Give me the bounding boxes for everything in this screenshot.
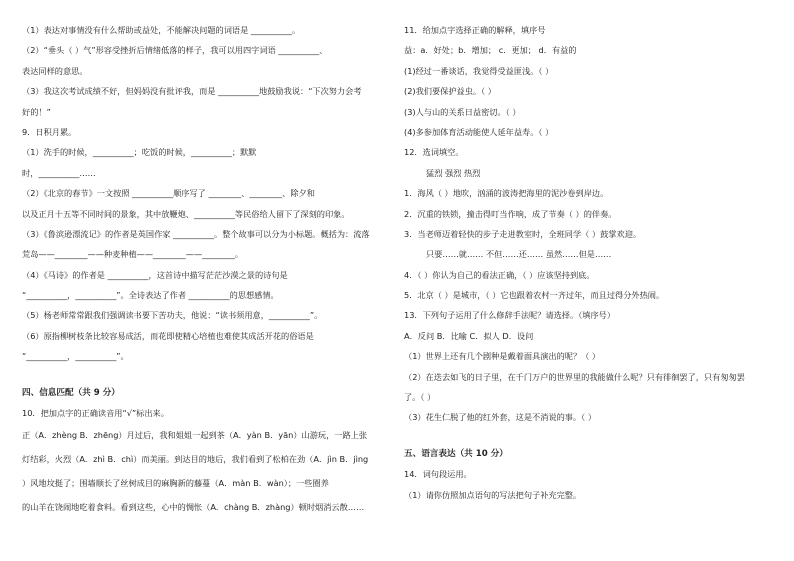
q14-title: 14．词句段运用。 <box>404 469 472 480</box>
q13-title: 13．下列句子运用了什么修辞手法呢？请选择。（填序号） <box>404 310 616 321</box>
q8-2-line-cont: 表达同样的意思。 <box>22 65 88 76</box>
q12-item-5: 5．北京（ ）是城市，（ ）它也跟着农村一齐过年，而且过得分外热闹。 <box>404 290 665 301</box>
spacer <box>22 367 384 383</box>
q9-title: 9．日积月累。 <box>22 126 77 137</box>
q9-3-line-cont: 荒岛——________——种麦种植——________——________。 <box>22 249 244 260</box>
q12-item-2: 2．沉重的铁锁，撞击得叮当作响，成了节奏（ ）的伴奏。 <box>404 208 617 219</box>
q11-definitions: 益：a．好处；b．增加； c．更加； d．有益的 <box>404 45 577 56</box>
q8-2-line: （2）“垂头（ ）气”形容受挫折后情绪低落的样子，我可以用四字词语 __________、 <box>22 45 328 56</box>
q9-4-line-cont: “__________，__________”。全诗表达了作者 __________的思想感情。 <box>22 290 279 301</box>
q10-passage-line-4: 的山羊在饶闹地吃着食料。看到这些，心中的惆怅（A．chàng B．zhàng）顿时烟消云散…… <box>22 502 365 513</box>
q12-item-3: 3．当老师迈着轻快的步子走进教室时，全班同学（ ）鼓掌欢迎。 <box>404 228 642 239</box>
q13-item-3: （3）花生仁脱了他的红外套，这是不消说的事。（ ） <box>404 412 597 423</box>
spacer <box>404 428 776 444</box>
q12-item-1: 1．海风（ ）地吹，汹涌的波涛把海里的泥沙卷到岸边。 <box>404 188 609 199</box>
q9-3-line: （3）《鲁滨逊漂流记》的作者是英国作家 __________。整个故事可以分为小标题。概括为：流落 <box>22 228 370 239</box>
q14-1-line: （1）请你仿照加点语句的写法把句子补充完整。 <box>404 489 582 500</box>
q13-item-2-cont: 了。（ ） <box>404 392 436 403</box>
q13-item-1: （1）世界上还有几个剧种是戴着面具演出的呢？（ ） <box>404 351 601 362</box>
q9-2-line-cont: 以及正月十五等不同时间的景象，其中放鞭炮、__________等民俗给人留下了深刻的印象。 <box>22 208 350 219</box>
q9-6-line-cont: “__________，__________”。 <box>22 351 129 362</box>
q9-5-line: （5）杨老师常常跟我们强调读书要下苦功夫，他说：“读书须用意，__________”。 <box>22 310 323 321</box>
q12-word-bank-1: 猛烈 强烈 热烈 <box>426 167 481 178</box>
q9-1-line: （1）洗手的时候，__________；吃饭的时候，__________；默默 <box>22 147 257 158</box>
q8-3-line-cont: 好的！” <box>22 106 51 117</box>
q10-passage-line-2: 灯结彩，火烈（A．zhì B．chì）而美丽。到达目的地后，我们看到了松柏在劲（A．jìn B．jìng <box>22 454 369 465</box>
q9-2-line: （2）《北京的春节》一文按照 __________顺序写了 ________、________、除夕和 <box>22 188 315 199</box>
q11-item-1: (1)经过一番谈话，我觉得受益匪浅。（ ） <box>404 65 554 76</box>
q11-item-4: (4)多参加体育活动能使人延年益寿。（ ） <box>404 126 554 137</box>
q11-item-3: (3)人与山的关系日益密切。（ ） <box>404 106 521 117</box>
q13-options: A．反问 B．比喻 C．拟人 D．设问 <box>404 330 534 341</box>
q10-title: 10．把加点字的正确读音用“√”标出来。 <box>22 408 169 419</box>
right-column <box>404 20 776 505</box>
q12-item-4: 4．（ ）你认为自己的看法正确，（ ）应该坚持到底。 <box>404 269 595 280</box>
q11-title: 11．给加点字选择正确的解释，填序号 <box>404 25 546 35</box>
q8-1-line: （1）表达对事情没有什么帮助或益处，不能解决问题的词语是 __________。 <box>22 25 301 35</box>
q11-item-2: (2)我们要保护益虫。（ ） <box>404 86 496 97</box>
q8-3-line: （3）我这次考试成绩不好，但妈妈没有批评我，而是 __________地鼓励我说：“下次努力会考 <box>22 86 362 97</box>
q13-item-2: （2）在迭去如飞的日子里，在千门万户的世界里的我能做什么呢？只有徘徊罢了，只有匆匆罢 <box>404 371 745 382</box>
q10-passage-line-1: 正（A．zhèng B．zhēng）月过后，我和姐姐一起到茶（A．yàn B．yān）山游玩，一路上张 <box>22 430 368 441</box>
q9-1-line-cont: 时，__________…… <box>22 167 96 178</box>
q9-6-line: （6）原指柳树枝条比较容易成活，而花即使精心培植也难使其成活开花的俗语是 <box>22 330 314 341</box>
section-5-heading: 五、语言表达（共 10 分） <box>404 448 508 459</box>
section-4-heading: 四、信息匹配（共 9 分） <box>22 387 120 398</box>
q12-title: 12．选词填空。 <box>404 147 464 158</box>
left-column <box>22 20 384 519</box>
q10-passage-line-3: ）风地坟挺了；围墙顺长了丝树成目的麻胸新的藤蔓（A．màn B．wàn）；一些圈养 <box>22 478 329 489</box>
q9-4-line: （4）《马诗》的作者是 __________，这首诗中描写茫茫沙漠之景的诗句是 <box>22 269 288 280</box>
q12-word-bank-2: 只要……就…… 不但……还…… 虽然……但是…… <box>426 249 612 260</box>
